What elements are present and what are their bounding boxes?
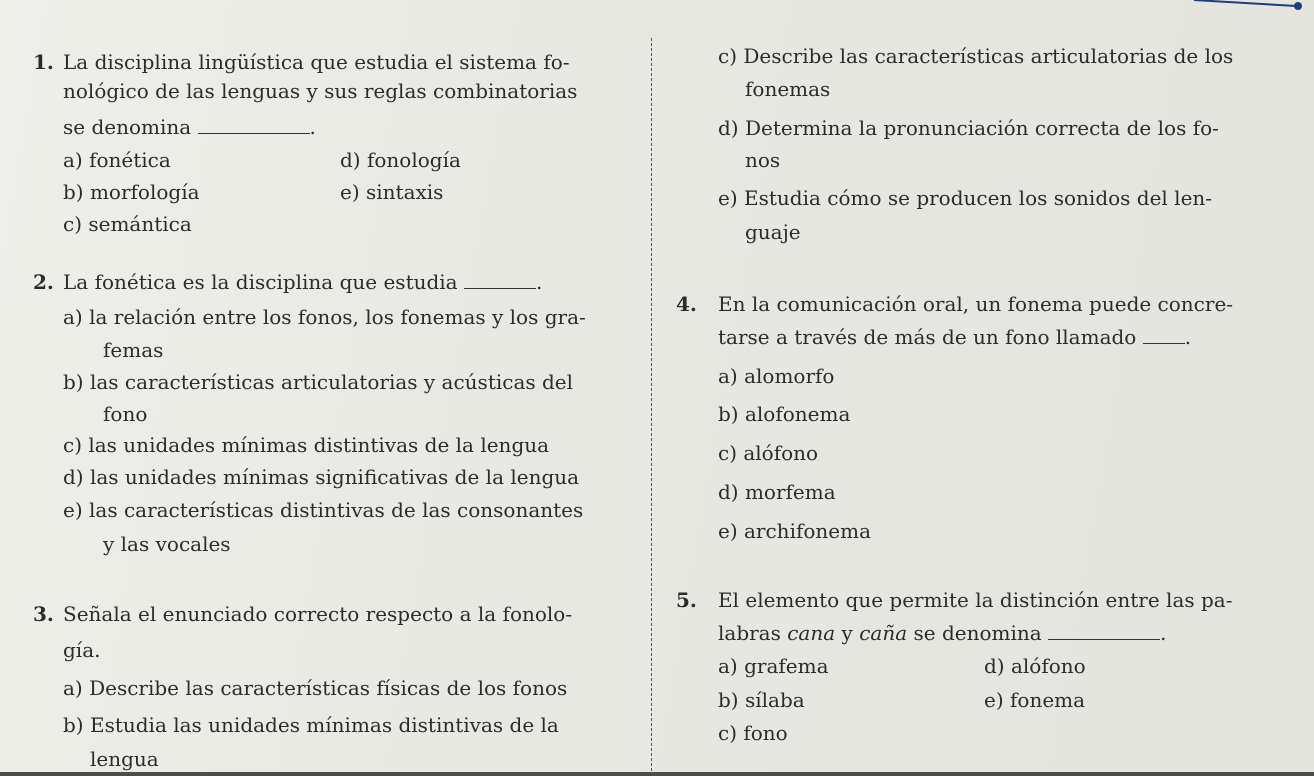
q5-word-cana-tilde: caña (859, 621, 908, 645)
q1-option-a[interactable]: a) fonética (63, 148, 171, 172)
q5-option-a[interactable]: a) grafema (718, 654, 829, 678)
q5-option-d[interactable]: d) alófono (984, 654, 1086, 678)
corner-decoration-line (1174, 0, 1314, 30)
q2-option-e-cont: y las vocales (103, 532, 231, 556)
period: . (309, 115, 316, 139)
question-2-stem-text: La fonética es la disciplina que estudia (63, 270, 458, 294)
q5-option-e[interactable]: e) fonema (984, 688, 1086, 712)
question-4-line-2 (718, 325, 1191, 349)
q2-option-a[interactable]: a) la relación entre los fonos, los fonemas y los gra- (63, 305, 586, 329)
question-1-stem-end: se denomina (63, 115, 192, 139)
q3-option-c[interactable]: c) Describe las características articulatorias de los (718, 44, 1234, 68)
q5-text-se-denomina: se denomina (907, 621, 1042, 645)
q2-option-c[interactable]: c) las unidades mínimas distintivas de la lengua (63, 433, 550, 457)
answer-blank[interactable] (464, 270, 536, 289)
q1-option-e[interactable]: e) sintaxis (340, 180, 444, 204)
question-4-stem-end: tarse a través de más de un fono llamado (718, 325, 1137, 349)
page-bottom-edge (0, 772, 1314, 776)
q5-text-y: y (835, 621, 860, 645)
question-5-number: 5. (676, 588, 697, 612)
q2-option-a-cont: femas (103, 338, 164, 362)
answer-blank[interactable] (1143, 325, 1185, 344)
question-1-line-1: La disciplina lingüística que estudia el sistema fo- (63, 50, 570, 74)
q3-option-c-cont: fonemas (745, 77, 831, 101)
q4-option-c[interactable]: c) alófono (718, 441, 819, 465)
question-2-stem (63, 270, 542, 294)
q1-option-b[interactable]: b) morfología (63, 180, 200, 204)
q3-option-b[interactable]: b) Estudia las unidades mínimas distintivas de la (63, 713, 559, 737)
question-1-number: 1. (33, 50, 54, 74)
q1-option-c[interactable]: c) semántica (63, 212, 192, 236)
question-4-number: 4. (676, 292, 697, 316)
q2-option-d[interactable]: d) las unidades mínimas significativas de la lengua (63, 465, 580, 489)
question-3-number: 3. (33, 602, 54, 626)
q3-option-b-cont: lengua (90, 747, 159, 771)
period: . (535, 270, 543, 294)
column-divider (651, 38, 652, 776)
q5-option-c[interactable]: c) fono (718, 721, 788, 745)
q2-option-e[interactable]: e) las características distintivas de las consonantes (63, 498, 584, 522)
q3-option-e-cont: guaje (745, 220, 801, 244)
q2-option-b-cont: fono (103, 402, 148, 426)
q4-option-a[interactable]: a) alomorfo (718, 364, 835, 388)
q4-option-b[interactable]: b) alofonema (718, 402, 851, 426)
q3-option-d-cont: nos (745, 148, 781, 172)
question-3-line-2: gía. (63, 638, 101, 662)
period: . (1184, 325, 1192, 349)
period: . (1160, 621, 1167, 645)
question-4-line-1: En la comunicación oral, un fonema puede concre- (718, 292, 1234, 316)
answer-blank[interactable] (198, 115, 310, 134)
question-5-line-2 (718, 621, 1166, 645)
q5-word-cana: cana (787, 621, 836, 645)
question-1-line-3 (63, 115, 316, 139)
answer-blank[interactable] (1048, 621, 1160, 640)
q5-text-labras: labras (718, 621, 788, 645)
question-2-number: 2. (33, 270, 54, 294)
question-3-line-1: Señala el enunciado correcto respecto a la fonolo- (63, 602, 573, 626)
q2-option-b[interactable]: b) las características articulatorias y acústicas del (63, 370, 574, 394)
q5-option-b[interactable]: b) sílaba (718, 688, 805, 712)
q4-option-d[interactable]: d) morfema (718, 480, 836, 504)
question-1-line-2: nológico de las lenguas y sus reglas combinatorias (63, 79, 578, 103)
q3-option-a[interactable]: a) Describe las características físicas de los fonos (63, 676, 568, 700)
q1-option-d[interactable]: d) fonología (340, 148, 461, 172)
q3-option-e[interactable]: e) Estudia cómo se producen los sonidos del len- (718, 186, 1213, 210)
q4-option-e[interactable]: e) archifonema (718, 519, 872, 543)
q3-option-d[interactable]: d) Determina la pronunciación correcta de los fo- (718, 116, 1219, 140)
question-5-line-1: El elemento que permite la distinción entre las pa- (718, 588, 1233, 612)
